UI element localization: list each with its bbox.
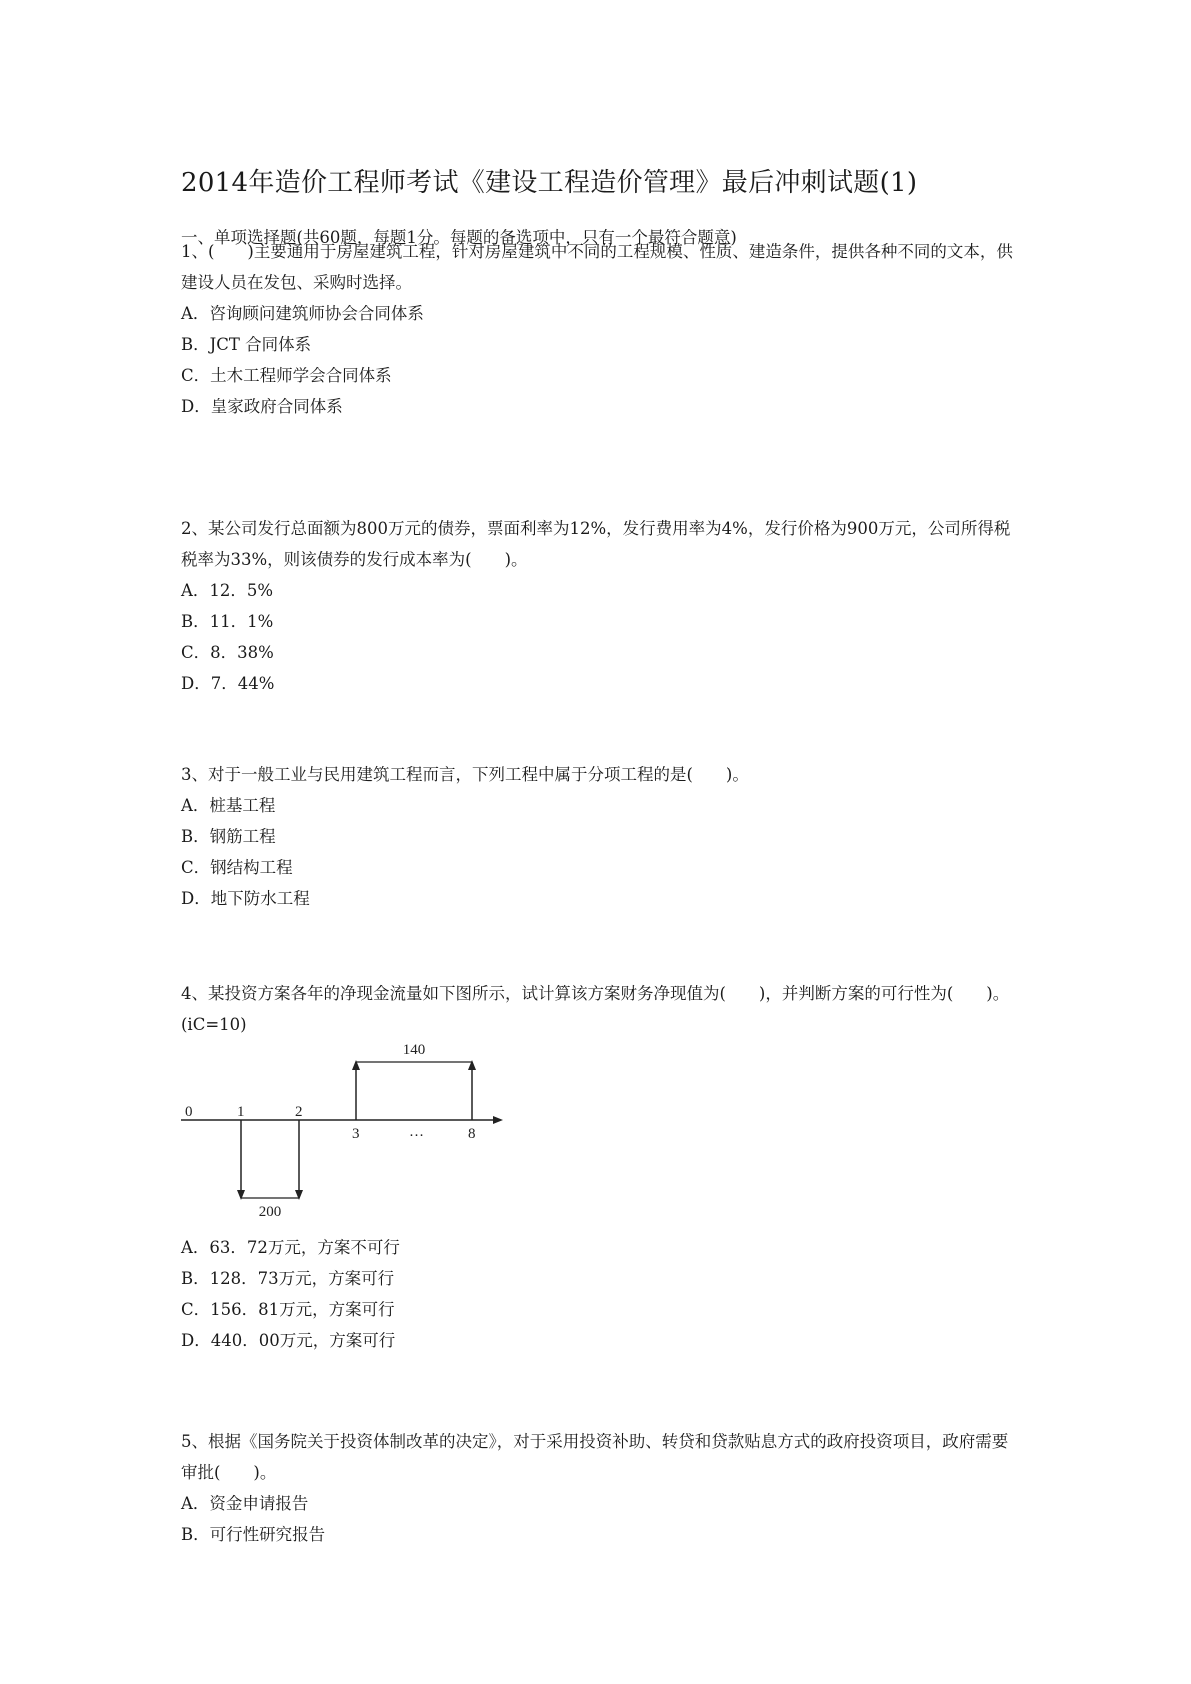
outflow-label: 200 [258, 1204, 282, 1218]
option-c: C．156．81万元，方案可行 [181, 1300, 395, 1319]
question-stem: 4、某投资方案各年的净现金流量如下图所示，试计算该方案财务净现值为( )，并判断方案的可行性为( )。(iC=10) [181, 984, 1010, 1034]
option-d: D．皇家政府合同体系 [181, 397, 343, 416]
option-a: A．咨询顾问建筑师协会合同体系 [181, 304, 424, 323]
question-5 [181, 1426, 1021, 1550]
question-4-options [181, 1232, 1021, 1356]
option-c: C．8．38% [181, 643, 274, 662]
cash-flow-svg [181, 1038, 503, 1218]
time-label-8: 8 [468, 1126, 476, 1142]
option-b: B．11．1% [181, 612, 274, 631]
option-d: D．7．44% [181, 674, 275, 693]
time-label-1: 1 [237, 1104, 245, 1120]
option-a: A．12．5% [181, 581, 274, 600]
option-b: B．钢筋工程 [181, 827, 276, 846]
section-heading: 一、单项选择题(共60题，每题1分。每题的备选项中，只有一个最符合题意) [181, 228, 737, 247]
option-c: C．土木工程师学会合同体系 [181, 366, 392, 385]
cash-flow-diagram [181, 1038, 503, 1218]
option-a: A．63．72万元，方案不可行 [181, 1238, 400, 1257]
question-stem: 5、根据《国务院关于投资体制改革的决定》，对于采用投资补助、转贷和贷款贴息方式的政府投资项目，政府需要审批( )。 [181, 1432, 1009, 1482]
time-label-2: 2 [295, 1104, 303, 1120]
option-d: D．地下防水工程 [181, 889, 310, 908]
option-b: B．JCT 合同体系 [181, 335, 312, 354]
question-2 [181, 513, 1021, 699]
document-title: 2014年造价工程师考试《建设工程造价管理》最后冲刺试题(1) [181, 168, 918, 198]
question-1 [181, 236, 1021, 422]
question-3 [181, 759, 1021, 914]
time-label-3: 3 [352, 1126, 360, 1142]
option-a: A．桩基工程 [181, 796, 276, 815]
inflow-label: 140 [402, 1042, 426, 1058]
question-4 [181, 978, 1021, 1040]
option-b: B．可行性研究报告 [181, 1525, 326, 1544]
option-d: D．440．00万元，方案可行 [181, 1331, 396, 1350]
option-c: C．钢结构工程 [181, 858, 293, 877]
option-a: A．资金申请报告 [181, 1494, 309, 1513]
time-label-0: 0 [185, 1104, 193, 1120]
question-stem: 1、( )主要通用于房屋建筑工程，针对房屋建筑中不同的工程规模、性质、建造条件，提供各种不同的文本，供建设人员在发包、采购时选择。 [181, 242, 1013, 292]
option-b: B．128．73万元，方案可行 [181, 1269, 395, 1288]
time-axis-arrow-icon [493, 1116, 503, 1124]
question-stem: 3、对于一般工业与民用建筑工程而言，下列工程中属于分项工程的是( )。 [181, 765, 749, 784]
time-label-ellipsis: … [409, 1124, 424, 1140]
question-stem: 2、某公司发行总面额为800万元的债券，票面利率为12%，发行费用率为4%，发行价格为900万元，公司所得税税率为33%，则该债券的发行成本率为( )。 [181, 519, 1011, 569]
